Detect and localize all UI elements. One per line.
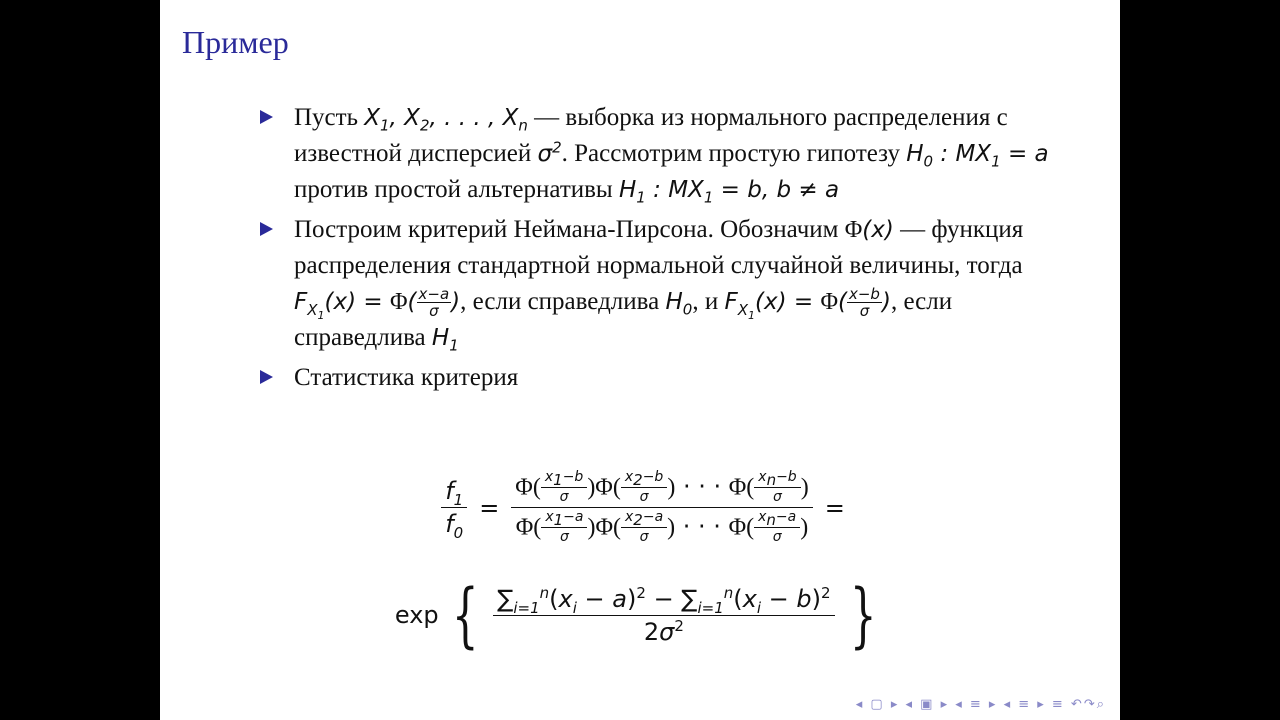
bullet-2-text-c: , если справедлива (460, 288, 666, 315)
bullet-1-text-a: Пусть (294, 104, 365, 131)
math-f-h1: $F_{X_1}(x) = \Phi$( $\frac{x-b}{\sigma}$ ) (724, 285, 891, 322)
math-sigma2: $\sigma^2$ (537, 138, 562, 167)
bullet-3-text: Статистика критерия (294, 364, 519, 391)
math-h0-ref: $H_0$ (665, 289, 693, 319)
math-h0: $H_0$ : $MX_1 = a$ (906, 141, 1049, 171)
bullet-2-text-b: — функция распределения стандартной нормальной случайной величины, тогда (294, 216, 1024, 279)
bullet-item-3 (260, 360, 1050, 396)
bullet-2-text-a: Построим критерий Неймана-Пирсона. Обозначим (294, 216, 845, 243)
slide (160, 0, 1120, 720)
math-phi-x: Φ(x) (844, 217, 894, 243)
bullet-item-2 (260, 212, 1050, 356)
bullet-item-1 (260, 100, 1050, 208)
bullet-1-text-c: . Рассмотрим простую гипотезу (561, 140, 907, 167)
equation-exp-form: exp { $\sum_{i=1}^n(x_i - a)^2 - \sum_{i=1}^n(x_i - b)^2$ $2\sigma^2$ } (394, 574, 877, 656)
bullet-2-text-d: , и (692, 288, 725, 315)
bullet-list (260, 100, 1050, 400)
bullet-2-text-e: , если справедлива (294, 288, 953, 351)
math-h1-ref: $H_1$ (431, 325, 459, 355)
bullet-marker-icon (260, 370, 273, 384)
math-h1: $H_1$ : $MX_1 = b$, b ≠ a (618, 177, 840, 207)
math-f-h0: $F_{X_1}(x) = \Phi$( $\frac{x-a}{\sigma}$ ) (294, 285, 461, 322)
bullet-marker-icon (260, 222, 273, 236)
slide-title: Пример (182, 24, 289, 60)
bullet-1-text-b: — выборка из нормального распределения с известной дисперсией (294, 104, 1008, 167)
math-sample: $X_1$, $X_2$, . . . , $X_n$ (364, 105, 528, 135)
bullet-1-text-d: против простой альтернативы (294, 176, 619, 203)
beamer-navigation-bar[interactable]: ◂ ▢ ▸ ◂ ▣ ▸ ◂ ≡ ▸ ◂ ≡ ▸ ≡ ↶↷⌕ (855, 697, 1106, 712)
bullet-marker-icon (260, 110, 273, 124)
equation-likelihood-ratio: $\frac{f_1}{f_0}$ = Φ( $\frac{x_1-b}{\sigma}$ )Φ( $\frac{x_2-b}{\sigma}$ ) · · · Φ( $\frac{x_n-b}{\sigma}$ ) Φ( $\frac{x_1-a}{\sigma}$ )Φ( $\frac{x_2-a}{\sigma}$ ) · · · Φ( $\frac{x_n-a}{\sigma}$ ) = (160, 470, 1120, 545)
